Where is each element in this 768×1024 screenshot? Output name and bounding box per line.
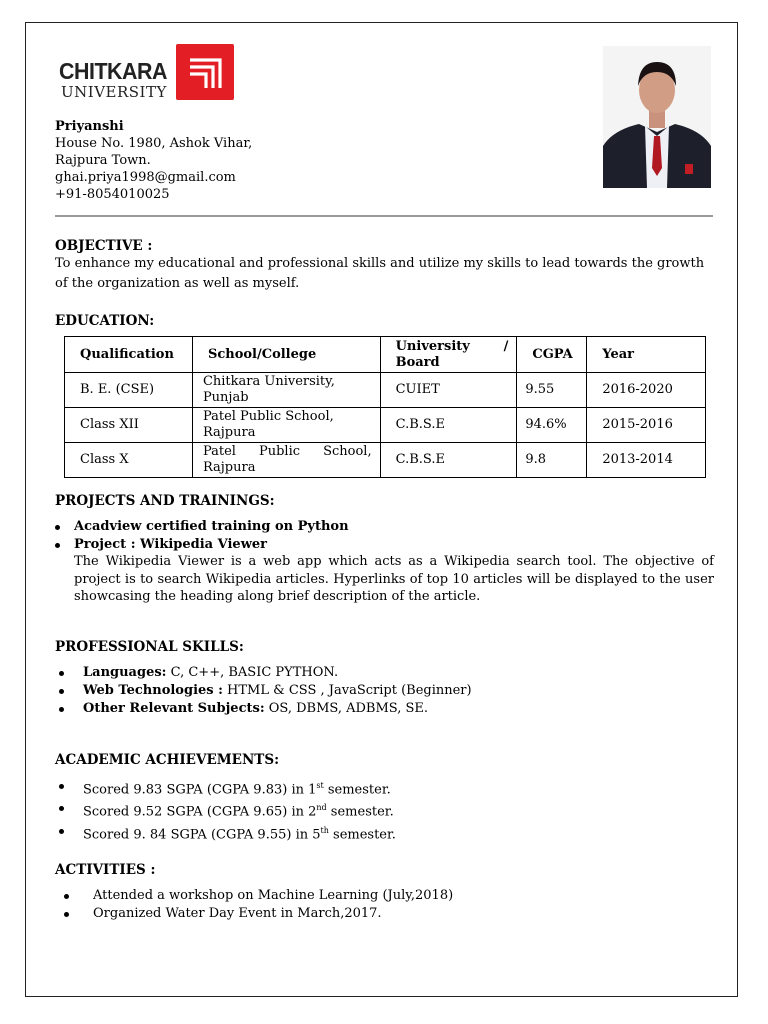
achievement-suffix: semester.	[326, 804, 394, 820]
achievement-text: Scored 9. 84 SGPA (CGPA 9.55) in 5	[83, 826, 321, 842]
achievement-suffix: semester.	[323, 782, 391, 798]
list-item	[59, 777, 396, 799]
education-table	[64, 336, 706, 478]
cell-school: Patel Public School, Rajpura	[192, 408, 380, 443]
achievements-heading: ACADEMIC ACHIEVEMENTS:	[55, 752, 280, 768]
achievements-list	[59, 777, 396, 844]
achievement-text: Scored 9.52 SGPA (CGPA 9.65) in 2	[83, 804, 317, 820]
logo-text-university: UNIVERSITY	[61, 83, 167, 101]
cell-school: Chitkara University, Punjab	[192, 373, 380, 408]
bullet-icon	[59, 671, 64, 676]
cell-board: C.B.S.E	[380, 443, 517, 478]
list-item	[55, 536, 715, 554]
email: ghai.priya1998@gmail.com	[55, 170, 236, 185]
table-row	[65, 443, 706, 478]
header-school: School/College	[192, 337, 380, 373]
university-logo	[59, 44, 235, 102]
list-item	[55, 518, 715, 536]
profile-photo	[603, 46, 711, 188]
phone: +91-8054010025	[55, 187, 170, 202]
cell-board: C.B.S.E	[380, 408, 517, 443]
ordinal-suffix: nd	[316, 803, 327, 813]
logo-text-chitkara: CHITKARA	[59, 58, 167, 84]
header-qualification: Qualification	[65, 337, 193, 373]
header-year: Year	[587, 337, 706, 373]
bullet-icon	[64, 894, 69, 899]
header-university: University / Board	[380, 337, 517, 373]
project-item: Project : Wikipedia Viewer	[74, 537, 268, 552]
bullet-icon	[59, 784, 64, 789]
candidate-name: Priyanshi	[55, 119, 124, 134]
header-cgpa: CGPA	[517, 337, 587, 373]
activity-text: Attended a workshop on Machine Learning (July,2018)	[93, 888, 454, 903]
table-row	[65, 408, 706, 443]
achievement-suffix: semester.	[328, 826, 396, 842]
cell-year: 2013-2014	[587, 443, 706, 478]
skill-value: C, C++, BASIC PYTHON.	[166, 665, 339, 680]
bullet-icon	[59, 806, 64, 811]
objective-text: To enhance my educational and professional skills and utilize my skills to lead towards the growth of the organization as well as myself.	[55, 256, 705, 291]
bullet-icon	[59, 689, 64, 694]
skill-value: HTML & CSS , JavaScript (Beginner)	[222, 683, 472, 698]
address-line-2: Rajpura Town.	[55, 153, 151, 168]
cell-cgpa: 9.8	[517, 443, 587, 478]
bullet-icon	[55, 525, 60, 530]
cell-year: 2016-2020	[587, 373, 706, 408]
table-row	[65, 373, 706, 408]
header-divider	[55, 215, 713, 217]
skill-label: Other Relevant Subjects:	[83, 701, 265, 716]
list-item	[59, 822, 396, 844]
bullet-icon	[59, 707, 64, 712]
skill-value: OS, DBMS, ADBMS, SE.	[264, 701, 429, 716]
objective-heading: OBJECTIVE :	[55, 238, 153, 254]
cell-board: CUIET	[380, 373, 517, 408]
activities-list	[64, 887, 453, 923]
ordinal-suffix: st	[316, 781, 324, 790]
ordinal-suffix: th	[320, 825, 329, 835]
list-item	[59, 799, 396, 821]
cell-year: 2015-2016	[587, 408, 706, 443]
cell-qualification: Class X	[65, 443, 193, 478]
bullet-icon	[55, 543, 60, 548]
activity-text: Organized Water Day Event in March,2017.	[93, 906, 382, 921]
skill-label: Web Technologies :	[83, 683, 223, 698]
list-item	[59, 682, 472, 700]
list-item	[64, 887, 453, 905]
training-item: Acadview certified training on Python	[74, 519, 349, 534]
project-description: The Wikipedia Viewer is a web app which acts as a Wikipedia search tool. The objective of project is to search Wikipedia articles. Hyperlinks of top 10 articles will be displayed to the user showcasing the heading along brief description of the article.	[74, 554, 714, 604]
cell-school: Patel Public School, Rajpura	[192, 443, 380, 478]
achievement-text: Scored 9.83 SGPA (CGPA 9.83) in 1	[83, 782, 317, 798]
list-item	[64, 905, 453, 923]
cell-qualification: B. E. (CSE)	[65, 373, 193, 408]
cell-qualification: Class XII	[65, 408, 193, 443]
activities-heading: ACTIVITIES :	[55, 862, 156, 878]
skill-label: Languages:	[83, 665, 167, 680]
projects-list	[55, 518, 715, 554]
table-header-row	[65, 337, 706, 373]
bullet-icon	[64, 912, 69, 917]
bullet-icon	[59, 829, 64, 834]
education-heading: EDUCATION:	[55, 313, 155, 329]
cell-cgpa: 9.55	[517, 373, 587, 408]
skills-heading: PROFESSIONAL SKILLS:	[55, 639, 244, 655]
address-line-1: House No. 1980, Ashok Vihar,	[55, 136, 253, 151]
list-item	[59, 664, 472, 682]
contact-block	[55, 118, 252, 203]
cell-cgpa: 94.6%	[517, 408, 587, 443]
list-item	[59, 700, 472, 718]
skills-list	[59, 664, 472, 718]
logo-mark-icon	[176, 44, 234, 100]
projects-heading: PROJECTS AND TRAININGS:	[55, 493, 275, 509]
